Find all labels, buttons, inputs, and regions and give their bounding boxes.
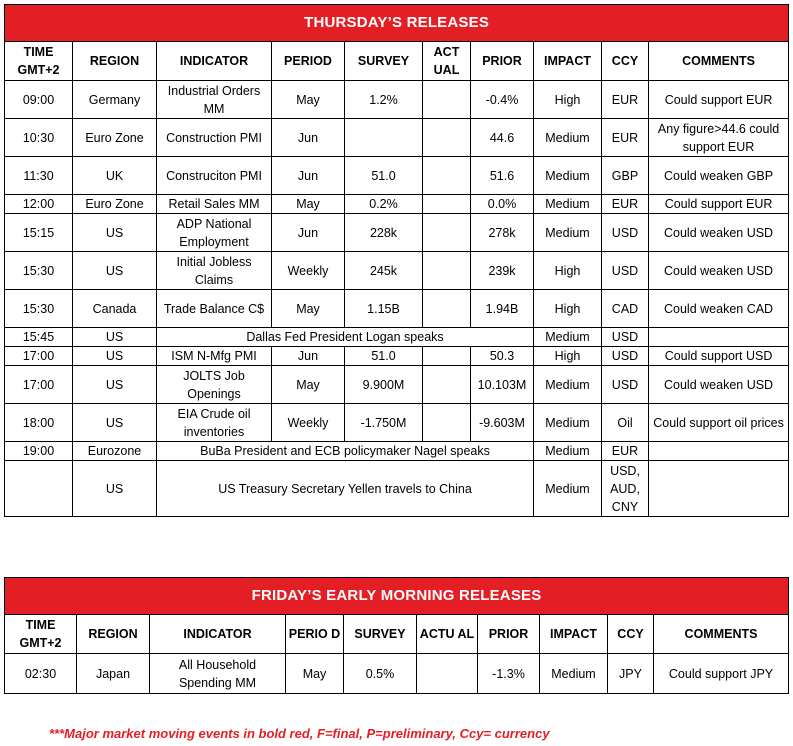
- header-time: TIME GMT+2: [5, 42, 73, 81]
- cell-ccy: USD: [602, 214, 649, 252]
- cell-comments: Could support oil prices: [649, 404, 789, 442]
- cell-region: Canada: [73, 290, 157, 328]
- cell-region: US: [73, 461, 157, 517]
- thursday-releases-table: [4, 4, 789, 517]
- header-prior: PRIOR: [471, 42, 534, 81]
- cell-comments: Could weaken CAD: [649, 290, 789, 328]
- cell-ccy: USD: [602, 328, 649, 347]
- table-row: [5, 252, 789, 290]
- cell-region: Euro Zone: [73, 195, 157, 214]
- table-row: [5, 654, 789, 694]
- friday-banner-title: FRIDAY’S EARLY MORNING RELEASES: [5, 578, 789, 615]
- cell-comments: Could support EUR: [649, 81, 789, 119]
- header-impact: IMPACT: [534, 42, 602, 81]
- cell-survey: 1.15B: [345, 290, 423, 328]
- header-actual: ACTU AL: [417, 615, 478, 654]
- cell-time: 11:30: [5, 157, 73, 195]
- cell-indicator: Construction PMI: [157, 119, 272, 157]
- cell-indicator: ISM N-Mfg PMI: [157, 347, 272, 366]
- header-impact: IMPACT: [540, 615, 608, 654]
- header-indicator: INDICATOR: [150, 615, 286, 654]
- cell-region: US: [73, 214, 157, 252]
- header-comments: COMMENTS: [649, 42, 789, 81]
- cell-period: Weekly: [272, 252, 345, 290]
- cell-impact: Medium: [534, 404, 602, 442]
- table-row: [5, 366, 789, 404]
- cell-impact: Medium: [534, 195, 602, 214]
- cell-time: 15:15: [5, 214, 73, 252]
- cell-comments: Could weaken USD: [649, 366, 789, 404]
- cell-prior: 1.94B: [471, 290, 534, 328]
- cell-comments: Any figure>44.6 could support EUR: [649, 119, 789, 157]
- cell-region: Germany: [73, 81, 157, 119]
- cell-ccy: EUR: [602, 442, 649, 461]
- cell-region: Euro Zone: [73, 119, 157, 157]
- cell-period: Jun: [272, 157, 345, 195]
- cell-actual: [417, 654, 478, 694]
- cell-prior: 0.0%: [471, 195, 534, 214]
- cell-actual: [423, 366, 471, 404]
- cell-survey: 245k: [345, 252, 423, 290]
- header-actual: ACT UAL: [423, 42, 471, 81]
- header-period: PERIO D: [286, 615, 344, 654]
- cell-time: 17:00: [5, 366, 73, 404]
- cell-period: Jun: [272, 347, 345, 366]
- cell-time: 10:30: [5, 119, 73, 157]
- cell-region: Japan: [77, 654, 150, 694]
- cell-prior: 278k: [471, 214, 534, 252]
- cell-actual: [423, 119, 471, 157]
- cell-time: [5, 461, 73, 517]
- cell-prior: -1.3%: [478, 654, 540, 694]
- footnote-legend: ***Major market moving events in bold red, F=final, P=preliminary, Ccy= currency: [49, 726, 550, 741]
- cell-region: US: [73, 252, 157, 290]
- table-row: [5, 81, 789, 119]
- header-ccy: CCY: [608, 615, 654, 654]
- cell-indicator: Retail Sales MM: [157, 195, 272, 214]
- cell-period: May: [272, 366, 345, 404]
- cell-event: US Treasury Secretary Yellen travels to China: [157, 461, 534, 517]
- cell-comments: Could support EUR: [649, 195, 789, 214]
- cell-period: May: [272, 195, 345, 214]
- cell-comments: [649, 442, 789, 461]
- cell-survey: 1.2%: [345, 81, 423, 119]
- thursday-banner-title: THURSDAY’S RELEASES: [5, 5, 789, 42]
- cell-ccy: EUR: [602, 81, 649, 119]
- cell-survey: 9.900M: [345, 366, 423, 404]
- cell-actual: [423, 157, 471, 195]
- cell-indicator: Initial Jobless Claims: [157, 252, 272, 290]
- cell-prior: 44.6: [471, 119, 534, 157]
- cell-indicator: JOLTS Job Openings: [157, 366, 272, 404]
- cell-region: UK: [73, 157, 157, 195]
- cell-comments: Could weaken USD: [649, 252, 789, 290]
- cell-prior: -9.603M: [471, 404, 534, 442]
- cell-prior: 50.3: [471, 347, 534, 366]
- cell-prior: -0.4%: [471, 81, 534, 119]
- table-row: [5, 119, 789, 157]
- cell-event: Dallas Fed President Logan speaks: [157, 328, 534, 347]
- table-row: [5, 328, 789, 347]
- cell-impact: Medium: [534, 214, 602, 252]
- header-ccy: CCY: [602, 42, 649, 81]
- cell-impact: Medium: [534, 461, 602, 517]
- friday-releases-table: [4, 577, 789, 694]
- cell-comments: Could support USD: [649, 347, 789, 366]
- cell-time: 19:00: [5, 442, 73, 461]
- cell-survey: 228k: [345, 214, 423, 252]
- cell-actual: [423, 81, 471, 119]
- header-comments: COMMENTS: [654, 615, 789, 654]
- cell-indicator: Construciton PMI: [157, 157, 272, 195]
- table-row: [5, 442, 789, 461]
- cell-ccy: USD: [602, 366, 649, 404]
- cell-survey: 51.0: [345, 157, 423, 195]
- cell-ccy: EUR: [602, 119, 649, 157]
- cell-time: 15:45: [5, 328, 73, 347]
- cell-period: Weekly: [272, 404, 345, 442]
- cell-impact: Medium: [534, 366, 602, 404]
- cell-actual: [423, 252, 471, 290]
- cell-survey: 51.0: [345, 347, 423, 366]
- table-row: [5, 404, 789, 442]
- cell-survey: [345, 119, 423, 157]
- cell-ccy: USD, AUD, CNY: [602, 461, 649, 517]
- header-region: REGION: [77, 615, 150, 654]
- cell-region: US: [73, 328, 157, 347]
- table-row: [5, 195, 789, 214]
- table-row: [5, 290, 789, 328]
- cell-period: May: [272, 290, 345, 328]
- cell-region: US: [73, 347, 157, 366]
- cell-actual: [423, 195, 471, 214]
- cell-ccy: GBP: [602, 157, 649, 195]
- cell-period: May: [286, 654, 344, 694]
- cell-indicator: EIA Crude oil inventories: [157, 404, 272, 442]
- cell-survey: -1.750M: [345, 404, 423, 442]
- cell-time: 09:00: [5, 81, 73, 119]
- header-indicator: INDICATOR: [157, 42, 272, 81]
- cell-indicator: Industrial Orders MM: [157, 81, 272, 119]
- cell-impact: Medium: [534, 442, 602, 461]
- cell-region: US: [73, 366, 157, 404]
- cell-survey: 0.2%: [345, 195, 423, 214]
- table-row: [5, 214, 789, 252]
- cell-ccy: Oil: [602, 404, 649, 442]
- header-time: TIME GMT+2: [5, 615, 77, 654]
- cell-time: 17:00: [5, 347, 73, 366]
- header-region: REGION: [73, 42, 157, 81]
- cell-impact: Medium: [534, 328, 602, 347]
- cell-period: May: [272, 81, 345, 119]
- cell-comments: [649, 461, 789, 517]
- cell-prior: 239k: [471, 252, 534, 290]
- cell-ccy: USD: [602, 347, 649, 366]
- cell-impact: Medium: [540, 654, 608, 694]
- cell-comments: Could support JPY: [654, 654, 789, 694]
- cell-actual: [423, 347, 471, 366]
- cell-time: 15:30: [5, 252, 73, 290]
- table-row: [5, 157, 789, 195]
- cell-region: US: [73, 404, 157, 442]
- cell-actual: [423, 214, 471, 252]
- cell-time: 02:30: [5, 654, 77, 694]
- cell-actual: [423, 290, 471, 328]
- header-survey: SURVEY: [344, 615, 417, 654]
- cell-comments: Could weaken GBP: [649, 157, 789, 195]
- cell-time: 18:00: [5, 404, 73, 442]
- cell-impact: High: [534, 290, 602, 328]
- cell-prior: 10.103M: [471, 366, 534, 404]
- header-period: PERIOD: [272, 42, 345, 81]
- cell-impact: High: [534, 252, 602, 290]
- cell-comments: [649, 328, 789, 347]
- cell-actual: [423, 404, 471, 442]
- cell-indicator: Trade Balance C$: [157, 290, 272, 328]
- cell-region: Eurozone: [73, 442, 157, 461]
- cell-impact: High: [534, 81, 602, 119]
- cell-impact: High: [534, 347, 602, 366]
- cell-ccy: USD: [602, 252, 649, 290]
- cell-indicator: ADP National Employment: [157, 214, 272, 252]
- cell-indicator: All Household Spending MM: [150, 654, 286, 694]
- cell-event: BuBa President and ECB policymaker Nagel speaks: [157, 442, 534, 461]
- table-row: [5, 347, 789, 366]
- cell-ccy: JPY: [608, 654, 654, 694]
- cell-period: Jun: [272, 119, 345, 157]
- cell-period: Jun: [272, 214, 345, 252]
- cell-time: 12:00: [5, 195, 73, 214]
- cell-impact: Medium: [534, 157, 602, 195]
- header-survey: SURVEY: [345, 42, 423, 81]
- cell-survey: 0.5%: [344, 654, 417, 694]
- table-row: [5, 461, 789, 517]
- header-prior: PRIOR: [478, 615, 540, 654]
- cell-ccy: EUR: [602, 195, 649, 214]
- cell-prior: 51.6: [471, 157, 534, 195]
- cell-time: 15:30: [5, 290, 73, 328]
- cell-ccy: CAD: [602, 290, 649, 328]
- cell-impact: Medium: [534, 119, 602, 157]
- cell-comments: Could weaken USD: [649, 214, 789, 252]
